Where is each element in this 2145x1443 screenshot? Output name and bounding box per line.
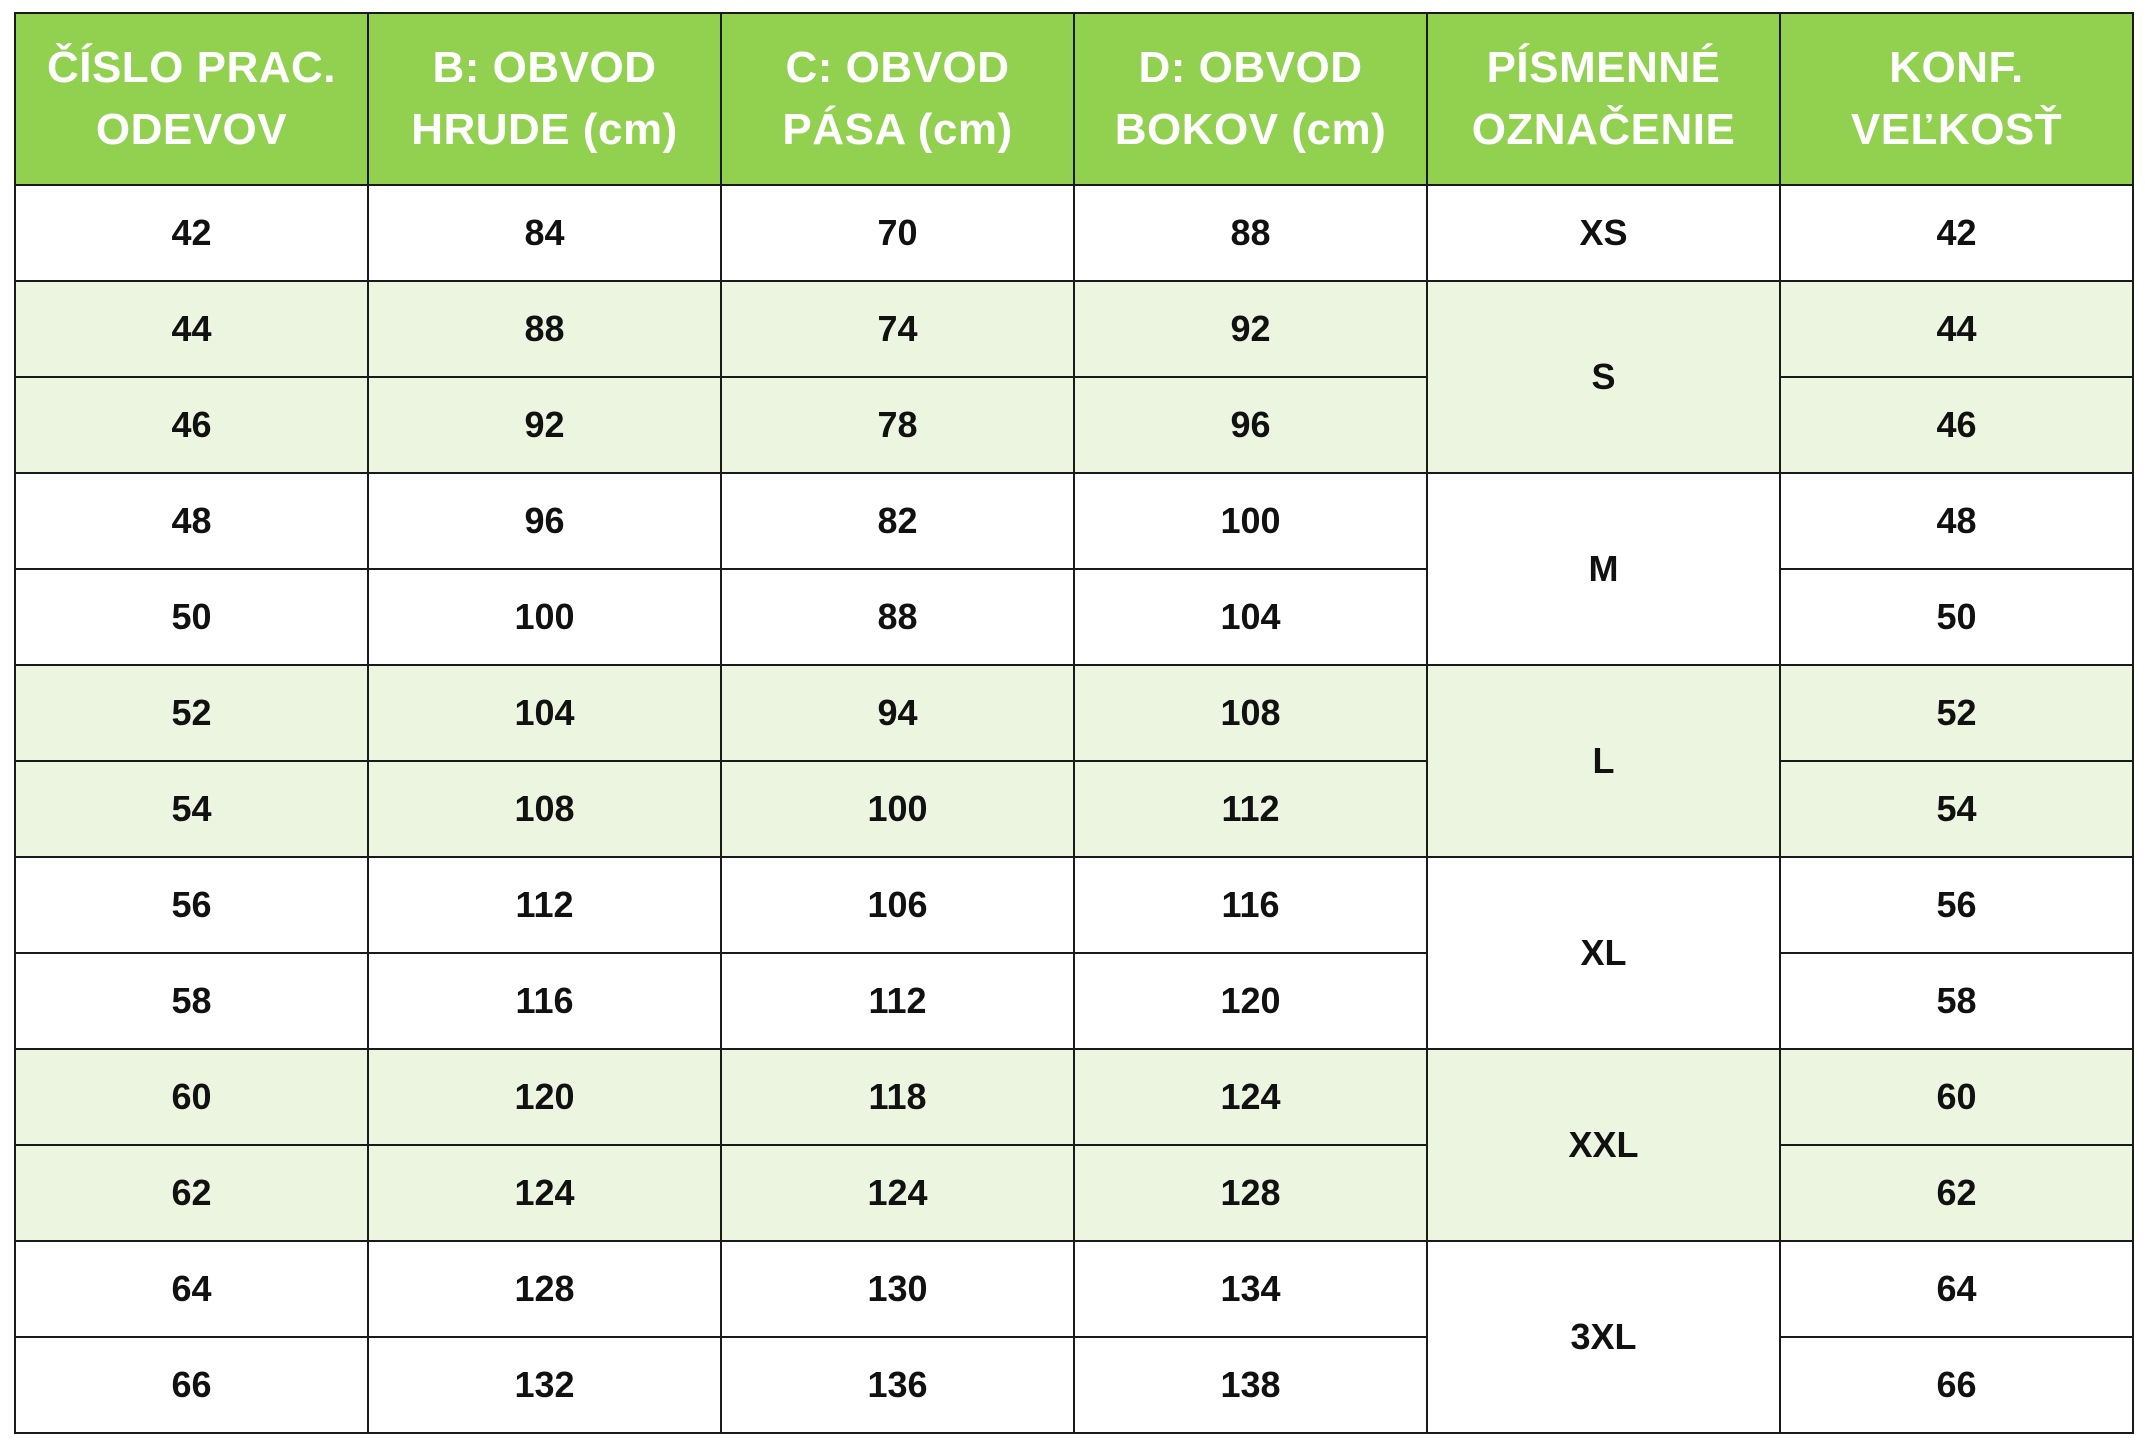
cell-konf: 60	[1780, 1049, 2133, 1145]
cell-hrud: 108	[368, 761, 721, 857]
cell-cislo: 42	[15, 185, 368, 281]
cell-konf: 48	[1780, 473, 2133, 569]
cell-pas: 94	[721, 665, 1074, 761]
cell-pas: 100	[721, 761, 1074, 857]
cell-hrud: 116	[368, 953, 721, 1049]
table-row	[15, 1241, 2133, 1337]
cell-hrud: 124	[368, 1145, 721, 1241]
cell-pas: 82	[721, 473, 1074, 569]
cell-boky: 92	[1074, 281, 1427, 377]
cell-cislo: 46	[15, 377, 368, 473]
cell-pas: 130	[721, 1241, 1074, 1337]
cell-hrud: 92	[368, 377, 721, 473]
table-row	[15, 281, 2133, 377]
table-row	[15, 857, 2133, 953]
header-obvod-pasa: C: OBVOD PÁSA (cm)	[721, 13, 1074, 185]
cell-cislo: 54	[15, 761, 368, 857]
cell-konf: 50	[1780, 569, 2133, 665]
cell-konf: 52	[1780, 665, 2133, 761]
cell-pas: 70	[721, 185, 1074, 281]
cell-letter-size: M	[1427, 473, 1780, 665]
cell-letter-size: XL	[1427, 857, 1780, 1049]
table-row	[15, 185, 2133, 281]
cell-boky: 138	[1074, 1337, 1427, 1433]
header-cislo: ČÍSLO PRAC. ODEVOV	[15, 13, 368, 185]
cell-hrud: 84	[368, 185, 721, 281]
cell-hrud: 88	[368, 281, 721, 377]
header-obvod-hrude: B: OBVOD HRUDE (cm)	[368, 13, 721, 185]
cell-letter-size: L	[1427, 665, 1780, 857]
cell-pas: 88	[721, 569, 1074, 665]
cell-hrud: 132	[368, 1337, 721, 1433]
cell-cislo: 60	[15, 1049, 368, 1145]
cell-hrud: 120	[368, 1049, 721, 1145]
cell-boky: 112	[1074, 761, 1427, 857]
cell-konf: 66	[1780, 1337, 2133, 1433]
header-konf-velkost: KONF. VEĽKOSŤ	[1780, 13, 2133, 185]
cell-cislo: 64	[15, 1241, 368, 1337]
cell-letter-size: S	[1427, 281, 1780, 473]
cell-cislo: 44	[15, 281, 368, 377]
cell-boky: 96	[1074, 377, 1427, 473]
cell-konf: 46	[1780, 377, 2133, 473]
cell-konf: 42	[1780, 185, 2133, 281]
cell-hrud: 96	[368, 473, 721, 569]
cell-cislo: 52	[15, 665, 368, 761]
cell-konf: 62	[1780, 1145, 2133, 1241]
cell-boky: 124	[1074, 1049, 1427, 1145]
cell-boky: 108	[1074, 665, 1427, 761]
table-row	[15, 569, 2133, 665]
header-pismenne-oznacenie: PÍSMENNÉ OZNAČENIE	[1427, 13, 1780, 185]
cell-pas: 106	[721, 857, 1074, 953]
table-row	[15, 761, 2133, 857]
cell-cislo: 50	[15, 569, 368, 665]
table-row	[15, 953, 2133, 1049]
cell-boky: 100	[1074, 473, 1427, 569]
cell-konf: 54	[1780, 761, 2133, 857]
table-row	[15, 1049, 2133, 1145]
cell-cislo: 58	[15, 953, 368, 1049]
cell-konf: 56	[1780, 857, 2133, 953]
cell-pas: 124	[721, 1145, 1074, 1241]
table-row	[15, 1145, 2133, 1241]
cell-cislo: 62	[15, 1145, 368, 1241]
cell-boky: 88	[1074, 185, 1427, 281]
cell-hrud: 128	[368, 1241, 721, 1337]
cell-pas: 118	[721, 1049, 1074, 1145]
cell-pas: 112	[721, 953, 1074, 1049]
cell-boky: 116	[1074, 857, 1427, 953]
cell-hrud: 100	[368, 569, 721, 665]
cell-hrud: 112	[368, 857, 721, 953]
cell-pas: 74	[721, 281, 1074, 377]
cell-boky: 134	[1074, 1241, 1427, 1337]
header-obvod-bokov: D: OBVOD BOKOV (cm)	[1074, 13, 1427, 185]
cell-letter-size: XXL	[1427, 1049, 1780, 1241]
cell-boky: 104	[1074, 569, 1427, 665]
cell-pas: 78	[721, 377, 1074, 473]
cell-letter-size: 3XL	[1427, 1241, 1780, 1433]
cell-pas: 136	[721, 1337, 1074, 1433]
table-row	[15, 1337, 2133, 1433]
cell-cislo: 48	[15, 473, 368, 569]
size-chart-table	[14, 12, 2134, 1434]
header-row	[15, 13, 2133, 185]
table-row	[15, 473, 2133, 569]
table-row	[15, 377, 2133, 473]
cell-konf: 58	[1780, 953, 2133, 1049]
table-row	[15, 665, 2133, 761]
cell-boky: 120	[1074, 953, 1427, 1049]
cell-boky: 128	[1074, 1145, 1427, 1241]
cell-konf: 64	[1780, 1241, 2133, 1337]
cell-konf: 44	[1780, 281, 2133, 377]
cell-hrud: 104	[368, 665, 721, 761]
cell-cislo: 66	[15, 1337, 368, 1433]
cell-cislo: 56	[15, 857, 368, 953]
cell-letter-size: XS	[1427, 185, 1780, 281]
